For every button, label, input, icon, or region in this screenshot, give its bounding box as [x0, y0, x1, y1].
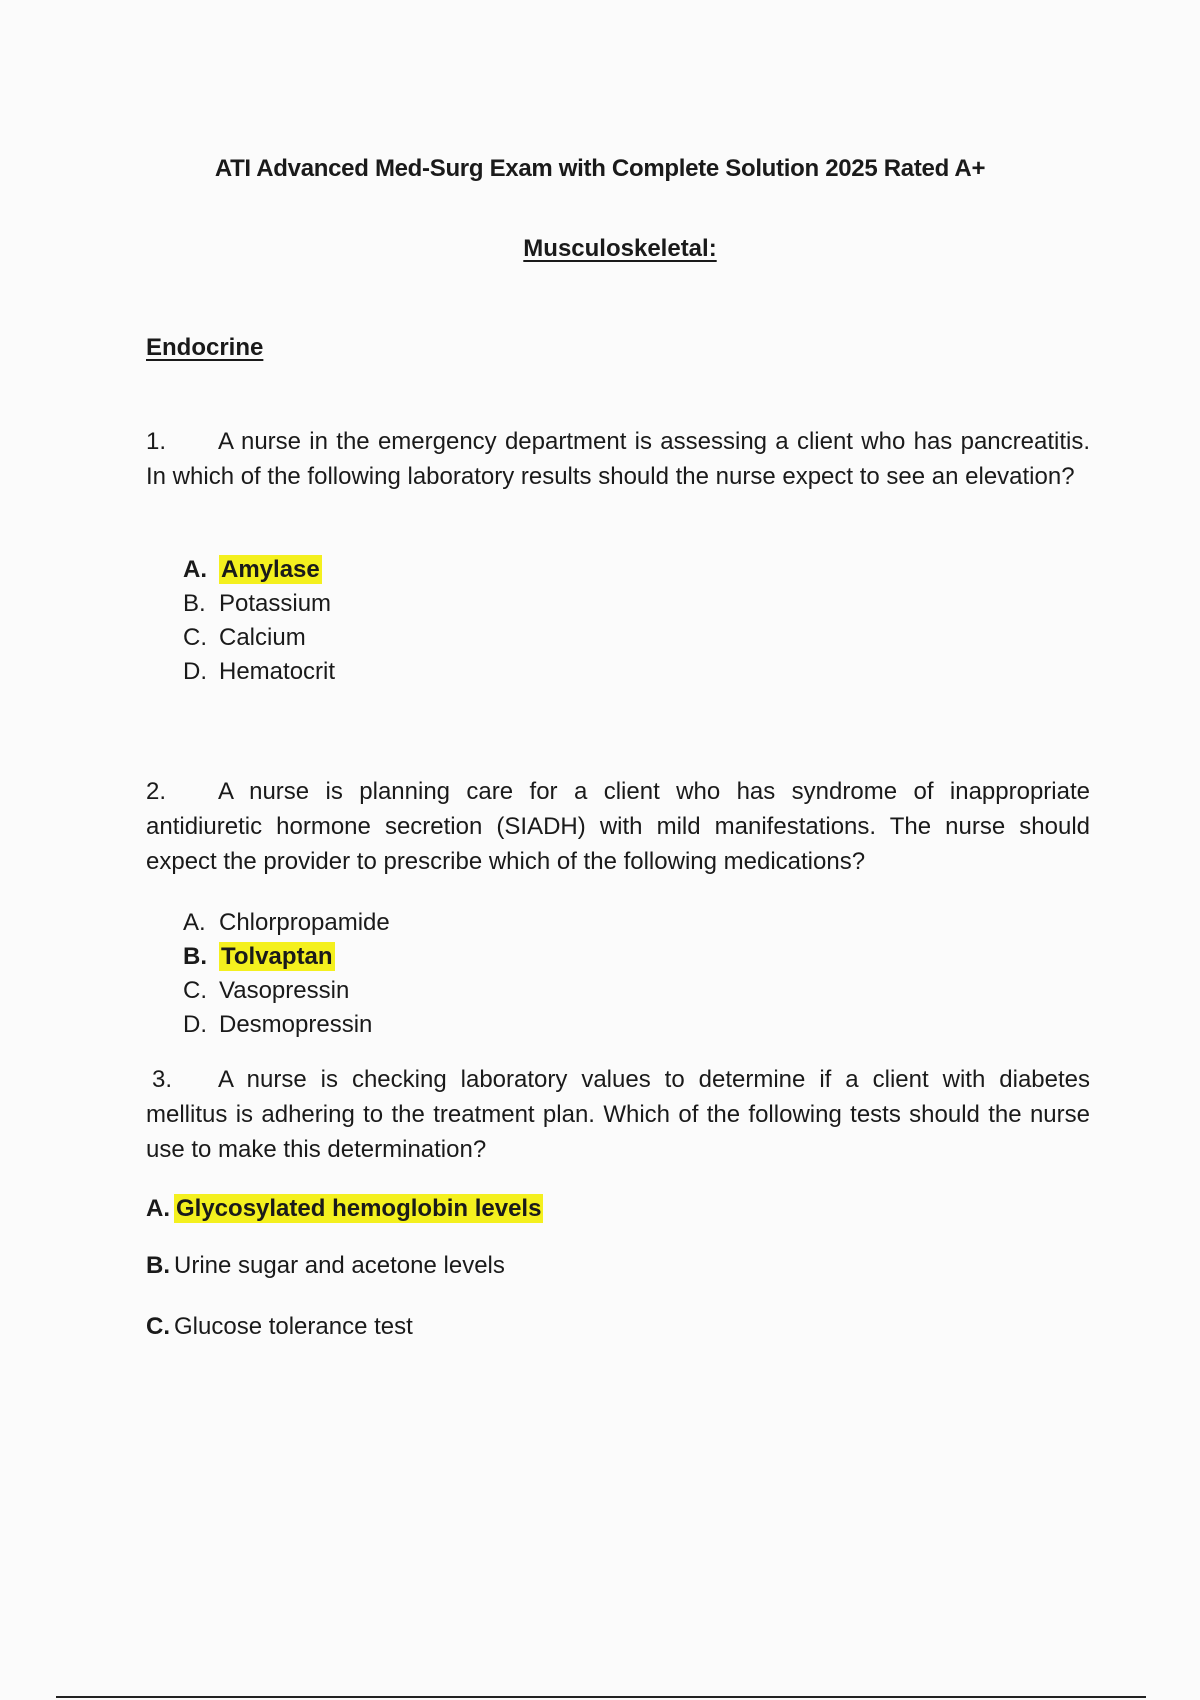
- section-heading-musculoskeletal: Musculoskeletal:: [523, 235, 717, 262]
- option-a: [183, 906, 390, 940]
- option-letter: A.: [183, 909, 206, 936]
- option-letter: A.: [146, 1195, 170, 1222]
- option-letter: B.: [183, 943, 207, 970]
- option-letter: D.: [183, 658, 207, 685]
- option-letter: A.: [183, 556, 207, 583]
- option-letter: B.: [183, 590, 206, 617]
- option-b: [183, 587, 335, 621]
- option-text: Hematocrit: [219, 658, 336, 685]
- question-text: A nurse in the emergency department is assessing a client who has pancreatitis. In which of the following laboratory results should the nurse expect to see an elevation?: [146, 428, 1090, 490]
- option-text: Potassium: [219, 590, 332, 617]
- option-text: Desmopressin: [219, 1011, 373, 1038]
- option-text: Vasopressin: [219, 977, 350, 1004]
- option-a-correct: [146, 1192, 543, 1226]
- option-text: Urine sugar and acetone levels: [174, 1252, 505, 1279]
- option-letter: C.: [183, 977, 207, 1004]
- option-c: [183, 974, 390, 1008]
- option-letter: C.: [183, 624, 207, 651]
- option-text-highlighted: Amylase: [221, 556, 320, 583]
- option-c: [146, 1310, 413, 1344]
- option-letter: C.: [146, 1313, 170, 1340]
- option-c: [183, 621, 335, 655]
- option-a-correct: [183, 553, 335, 587]
- question-number: 3.: [152, 1066, 173, 1093]
- question-2-options: [183, 906, 390, 1042]
- option-d: [183, 1008, 390, 1042]
- option-b-correct: [183, 940, 390, 974]
- option-letter: B.: [146, 1252, 170, 1279]
- question-1-options: [183, 553, 335, 689]
- option-text: Calcium: [219, 624, 306, 651]
- question-text: A nurse is checking laboratory values to determine if a client with diabetes mellitus is adhering to the treatment plan. Which of the following tests should the nurse use to make this determination?: [146, 1066, 1090, 1163]
- question-number: 1.: [146, 428, 167, 455]
- footer-divider: [56, 1696, 1146, 1698]
- question-number: 2.: [146, 778, 167, 805]
- question-1: [146, 424, 1090, 494]
- question-2: [146, 774, 1090, 879]
- question-3: [146, 1062, 1090, 1167]
- option-b: [146, 1249, 505, 1283]
- option-text-highlighted: Glycosylated hemoglobin levels: [176, 1195, 542, 1222]
- option-letter: D.: [183, 1011, 207, 1038]
- option-text: Glucose tolerance test: [174, 1313, 413, 1340]
- document-title: ATI Advanced Med-Surg Exam with Complete Solution 2025 Rated A+: [214, 155, 986, 182]
- option-d: [183, 655, 335, 689]
- option-text-highlighted: Tolvaptan: [221, 943, 333, 970]
- question-text: A nurse is planning care for a client who has syndrome of inappropriate antidiuretic hormone secretion (SIADH) with mild manifestations. The nurse should expect the provider to prescribe which of the following medications?: [146, 778, 1090, 875]
- option-text: Chlorpropamide: [219, 909, 390, 936]
- section-heading-endocrine: Endocrine: [146, 334, 264, 361]
